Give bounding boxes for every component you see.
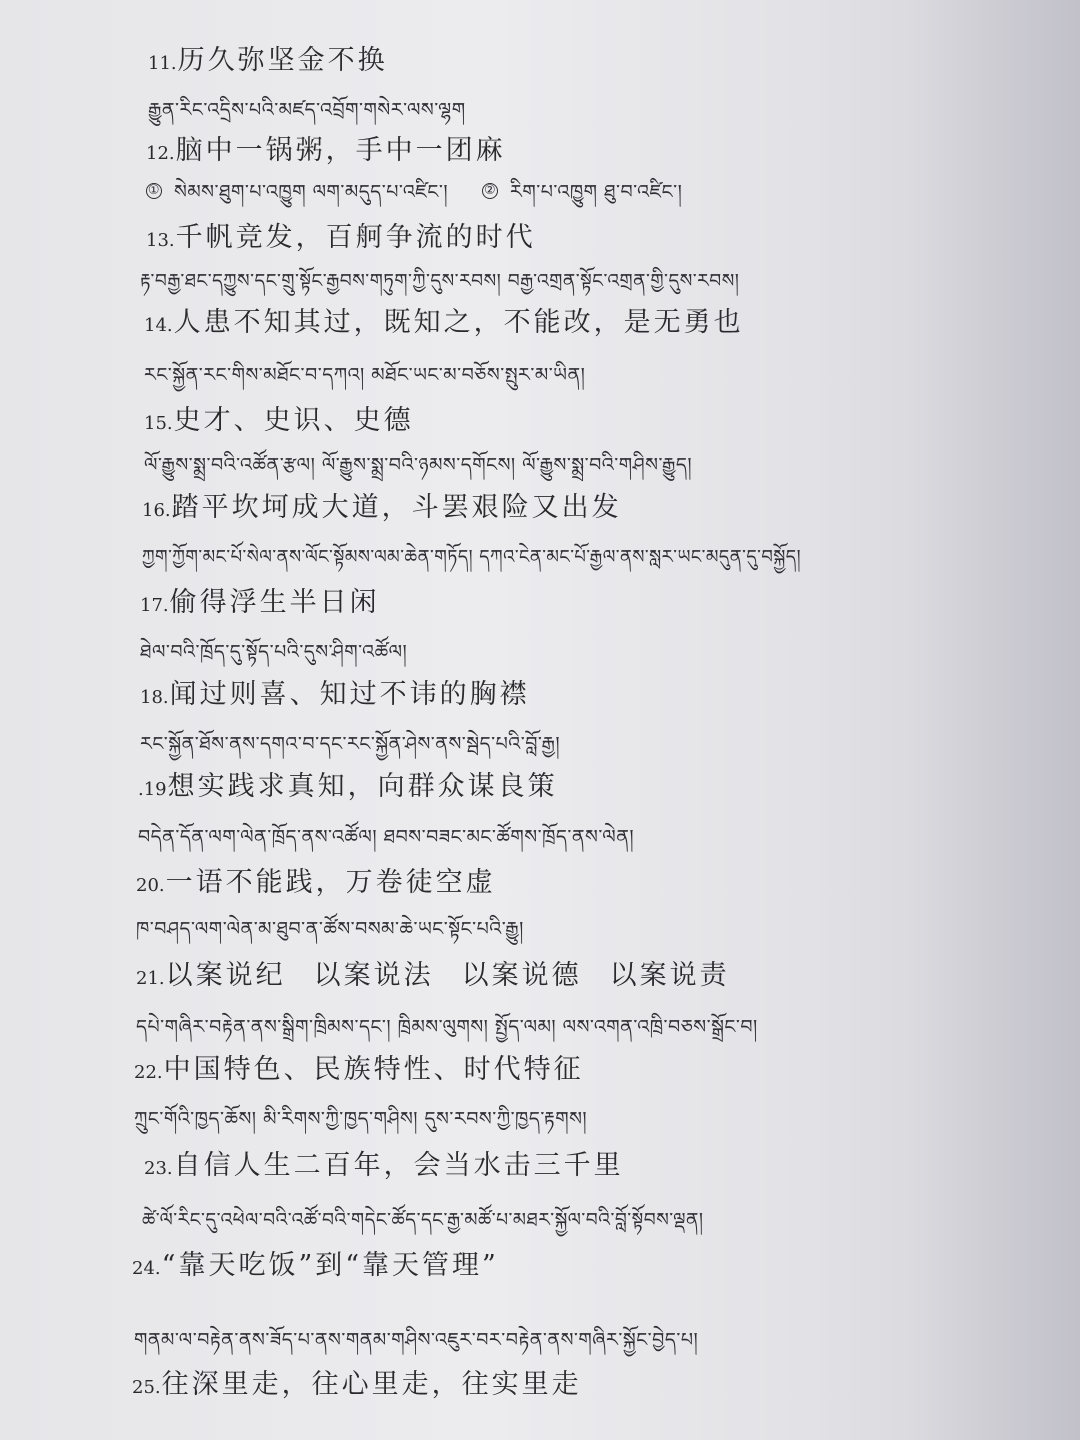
- entry-15-chinese: [144, 398, 414, 437]
- entry-14-chinese: [144, 300, 744, 339]
- entry-number: 15.: [144, 413, 173, 434]
- entry-23-tibetan: ཚེ་ལོ་རིང་དུ་འཕེལ་བའི་འཚོ་བའི་གདེང་ཚོད་དང་རྒྱ་མཚོ་པ་མཐར་སྐྱོལ་བའི་བློ་སྟོབས་ལྡན།: [142, 1209, 704, 1231]
- entry-text: 往深里走，往心里走，往实里走: [161, 1369, 582, 1400]
- entry-13-tibetan: རྟ་བརྒྱ་ཐང་དཀྱུས་དང་གྲུ་སྟོང་རྒྱབས་གཏུག་ཀྱི་དུས་རབས། བརྒྱ་འགྲན་སྟོང་འགྲན་གྱི་དུས་རབས།: [140, 270, 740, 292]
- entry-21-tibetan: དཔེ་གཞིར་བརྟེན་ནས་སྒྲིག་ཁྲིམས་དང་། ཁྲིམས་ལུགས། སྤྱོད་ལམ། ལས་འགན་འཁྲི་བཅས་སྒྲོང་བ།: [136, 1016, 758, 1038]
- entry-16-chinese: [142, 485, 622, 524]
- entry-18-chinese: [140, 672, 530, 711]
- entry-text: “靠天吃饭”到“靠天管理”: [161, 1250, 499, 1281]
- entry-19-chinese: [138, 764, 558, 803]
- entry-23-chinese: [144, 1143, 624, 1182]
- entry-17-chinese: [140, 580, 380, 619]
- entry-20-chinese: [136, 860, 496, 899]
- entry-text-part: 以案说纪: [165, 960, 286, 991]
- entry-number: 16.: [142, 500, 171, 521]
- entry-text: 踏平坎坷成大道，斗罢艰险又出发: [171, 492, 622, 523]
- entry-text-part: 以案说责: [609, 960, 730, 991]
- entry-11-tibetan: རྒྱུན་རིང་འདྲིས་པའི་མཛད་འབྲོག་གསེར་ལས་ལྷག: [148, 99, 466, 121]
- entry-text-part: 以案说法: [313, 960, 434, 991]
- entry-text: 脑中一锅粥，手中一团麻: [175, 135, 506, 166]
- entry-number: 24.: [132, 1258, 161, 1279]
- entry-11-chinese: [148, 38, 388, 77]
- tibetan-part-2: རིག་པ་འཁྱུག ཐུ་བ་འཛིང་།: [510, 181, 683, 203]
- entry-text: 历久弥坚金不换: [177, 45, 388, 76]
- entry-number: 14.: [144, 315, 173, 336]
- entry-13-chinese: [146, 215, 536, 254]
- entry-22-chinese: [134, 1047, 584, 1086]
- entry-number: .19: [138, 779, 167, 800]
- entry-text-part: 以案说德: [461, 960, 582, 991]
- entry-number: 25.: [132, 1377, 161, 1398]
- entry-text: 人患不知其过，既知之，不能改，是无勇也: [173, 307, 744, 338]
- entry-21-chinese: [136, 953, 730, 992]
- entry-16-tibetan: ཀྱག་ཀྱོག་མང་པོ་སེལ་ནས་ལོང་སྟོམས་ལམ་ཆེན་གཏོད། དཀའ་ངེན་མང་པོ་རྒྱལ་ནས་སླར་ཡང་མདུན་དུ་བསྐྱོད།: [142, 546, 802, 568]
- entry-text: 千帆竞发，百舸争流的时代: [175, 222, 536, 253]
- entry-number: 17.: [140, 595, 169, 616]
- marker-1: ①: [147, 183, 161, 198]
- entry-24-chinese: [132, 1243, 499, 1282]
- entry-number: 21.: [136, 968, 165, 989]
- tibetan-part-1: སེམས་ཐུག་པ་འཁྱུག ལག་མདུད་པ་འཛིང་།: [174, 181, 449, 203]
- entry-20-tibetan: ཁ་བཤད་ལག་ལེན་མ་ཐུབ་ན་ཚོས་བསམ་ཆེ་ཡང་སྟོང་པའི་རྒྱུ།: [136, 918, 524, 940]
- entry-text: 偷得浮生半日闲: [169, 587, 380, 618]
- entry-number: 22.: [134, 1062, 163, 1083]
- entry-22-tibetan: ཀྲུང་གོའི་ཁྱད་ཆོས། མི་རིགས་ཀྱི་ཁྱད་གཤིས། དུས་རབས་ཀྱི་ཁྱད་རྟགས།: [134, 1108, 588, 1130]
- entry-text: 史才、史识、史德: [173, 405, 414, 436]
- entry-number: 11.: [148, 53, 177, 74]
- entry-25-chinese: [132, 1362, 582, 1401]
- entry-number: 23.: [144, 1158, 173, 1179]
- entry-text: 一语不能践，万卷徒空虚: [165, 867, 496, 898]
- entry-number: 12.: [146, 143, 175, 164]
- page-shadow: [910, 0, 1080, 1440]
- entry-15-tibetan: ལོ་རྒྱུས་སྨྲ་བའི་འཚོན་རྩལ། ལོ་རྒྱུས་སྨྲ་བའི་ཉམས་དགོངས། ལོ་རྒྱུས་སྨྲ་བའི་གཤིས་རྒྱུད།: [144, 454, 693, 476]
- entry-text: 想实践求真知，向群众谋良策: [167, 771, 558, 802]
- entry-number: 18.: [140, 687, 169, 708]
- entry-17-tibetan: ཐེལ་བའི་ཁྲོད་དུ་སྟོད་པའི་དུས་ཤིག་འཚོལ།: [140, 641, 408, 663]
- entry-text: 中国特色、民族特性、时代特征: [163, 1054, 584, 1085]
- entry-14-tibetan: རང་སྐྱོན་རང་གིས་མཐོང་བ་དཀའ། མཐོང་ཡང་མ་བཅོས་སྤུར་མ་ཡིན།: [144, 364, 586, 386]
- entry-text: 闻过则喜、知过不讳的胸襟: [169, 679, 530, 710]
- entry-text: 自信人生二百年，会当水击三千里: [173, 1150, 624, 1181]
- entry-24-tibetan: གནམ་ལ་བརྟེན་ནས་ཟོད་པ་ནས་གནམ་གཤིས་འཇུར་བར་བརྟེན་ནས་གཞིར་སྐྱོང་བྱེད་པ།: [134, 1329, 699, 1351]
- entry-18-tibetan: རང་སྐྱོན་ཐོས་ནས་དགའ་བ་དང་རང་སྐྱོན་ཤེས་ནས་སྦེད་པའི་བློ་རྒྱ།: [140, 733, 561, 755]
- entry-19-tibetan: བདེན་དོན་ལག་ལེན་ཁྲོད་ནས་འཚོལ། ཐབས་བཟང་མང་ཚོགས་ཁྲོད་ནས་ལེན།: [138, 826, 635, 848]
- entry-number: 13.: [146, 230, 175, 251]
- entry-number: 20.: [136, 875, 165, 896]
- marker-2: ②: [483, 183, 497, 198]
- entry-12-chinese: [146, 128, 506, 167]
